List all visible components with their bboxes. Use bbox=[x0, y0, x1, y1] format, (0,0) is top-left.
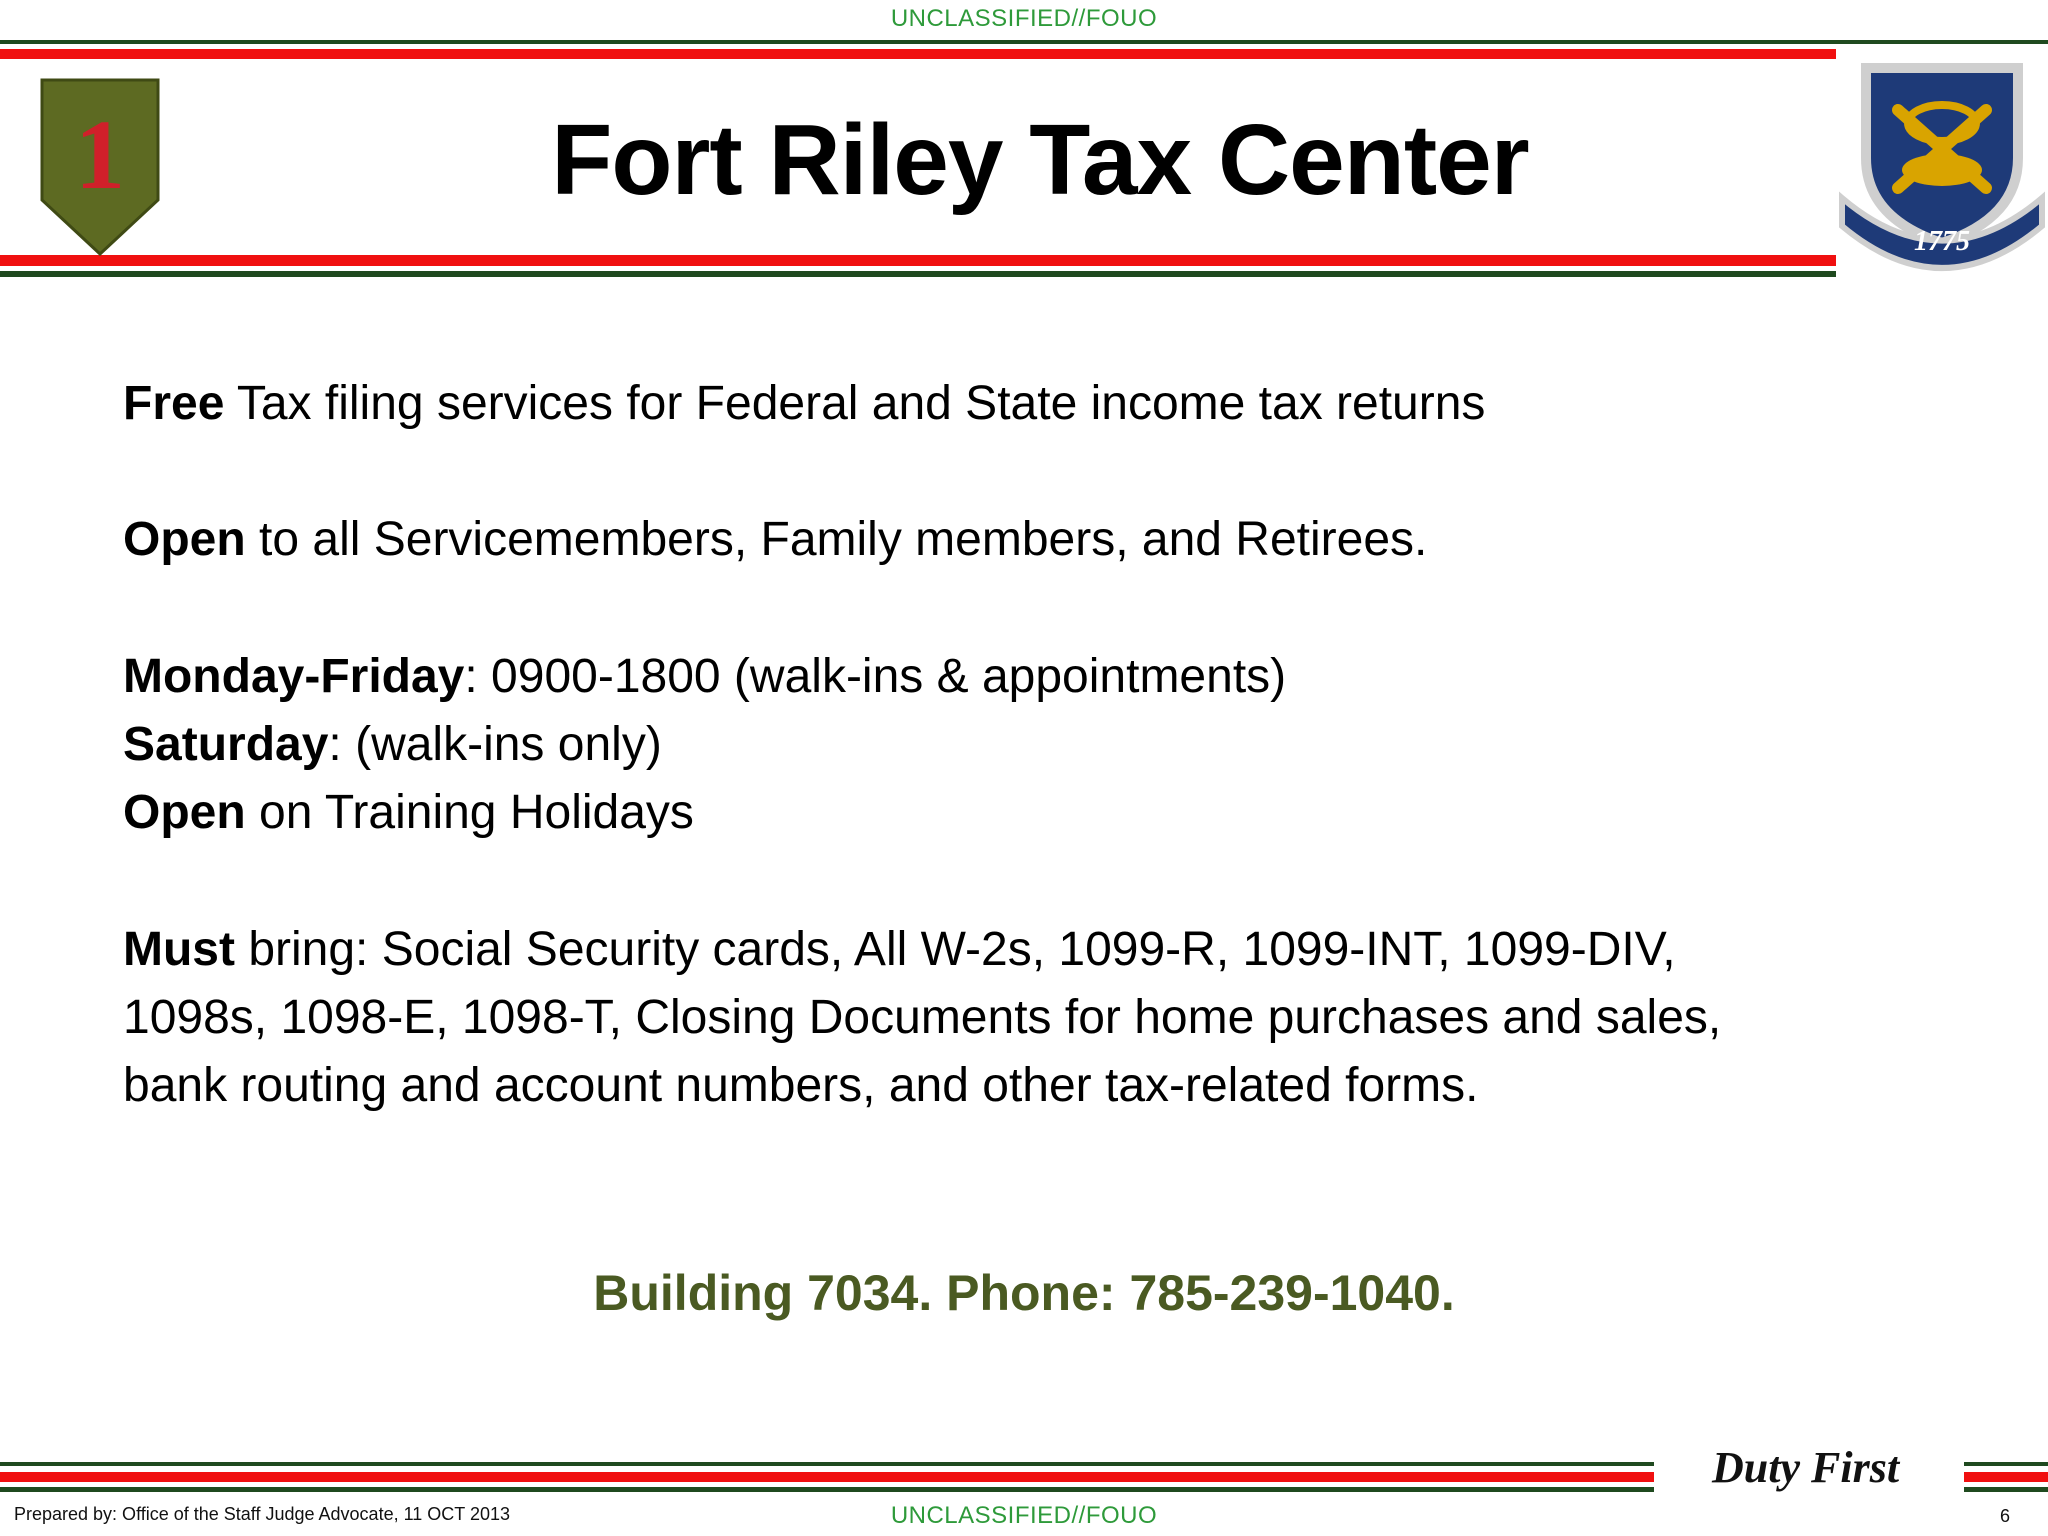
documents-line-2: 1098s, 1098-E, 1098-T, Closing Documents for home purchases and sales, bbox=[123, 991, 1722, 1044]
footer-stripe-green-top bbox=[0, 1462, 1654, 1466]
hours-saturday bbox=[123, 711, 1843, 779]
weekday-hours: : 0900-1800 (walk-ins & appointments) bbox=[464, 650, 1287, 703]
documents-line-3: bank routing and account numbers, and other tax-related forms. bbox=[123, 1059, 1479, 1112]
weekday-label: Monday-Friday bbox=[123, 650, 465, 703]
free-label: Free bbox=[123, 377, 225, 430]
free-services-line bbox=[123, 370, 1843, 438]
documents-text-1: bring: Social Security cards, All W-2s, 1099-R, 1099-INT, 1099-DIV, bbox=[234, 923, 1676, 976]
crest-year: 1775 bbox=[1914, 226, 1970, 257]
footer-right-stripe-green-bottom bbox=[1964, 1487, 2048, 1492]
eligibility-text: to all Servicemembers, Family members, and Retirees. bbox=[245, 513, 1428, 566]
jag-corps-crest-icon bbox=[1836, 48, 2048, 278]
eligibility-line bbox=[123, 506, 1843, 574]
saturday-hours: : (walk-ins only) bbox=[328, 718, 662, 771]
free-text: Tax filing services for Federal and State income tax returns bbox=[224, 377, 1486, 430]
page-number: 6 bbox=[2000, 1506, 2011, 1526]
hours-block bbox=[123, 643, 1843, 847]
contact-info: Building 7034. Phone: 785-239-1040. bbox=[593, 1265, 1455, 1321]
classification-top: UNCLASSIFIED//FOUO bbox=[890, 5, 1158, 32]
motto: Duty First bbox=[1712, 1443, 1900, 1492]
documents-line-1 bbox=[123, 916, 1843, 984]
hours-weekday bbox=[123, 643, 1843, 711]
documents-block bbox=[123, 916, 1843, 1120]
page-title: Fort Riley Tax Center bbox=[551, 104, 1529, 216]
top-stripe-red bbox=[0, 49, 1836, 59]
holidays-label: Open bbox=[123, 786, 246, 839]
open-label: Open bbox=[123, 513, 246, 566]
saturday-label: Saturday bbox=[123, 718, 329, 771]
title-underline-green bbox=[0, 271, 1836, 277]
footer-stripe-green-bottom bbox=[0, 1487, 1654, 1492]
top-stripe-green bbox=[0, 40, 2048, 44]
classification-bottom: UNCLASSIFIED//FOUO bbox=[890, 1502, 1158, 1529]
prepared-by: Prepared by: Office of the Staff Judge Advocate, 11 OCT 2013 bbox=[14, 1504, 510, 1524]
title-underline-red bbox=[0, 255, 1836, 266]
holidays-text: on Training Holidays bbox=[245, 786, 694, 839]
footer-stripe-red bbox=[0, 1472, 1654, 1482]
hours-holidays bbox=[123, 779, 1843, 847]
division-patch-icon bbox=[40, 78, 160, 256]
must-label: Must bbox=[123, 923, 235, 976]
footer-right-stripe-green-top bbox=[1964, 1462, 2048, 1466]
footer-right-stripe-red bbox=[1964, 1472, 2048, 1482]
patch-numeral: 1 bbox=[75, 99, 125, 210]
